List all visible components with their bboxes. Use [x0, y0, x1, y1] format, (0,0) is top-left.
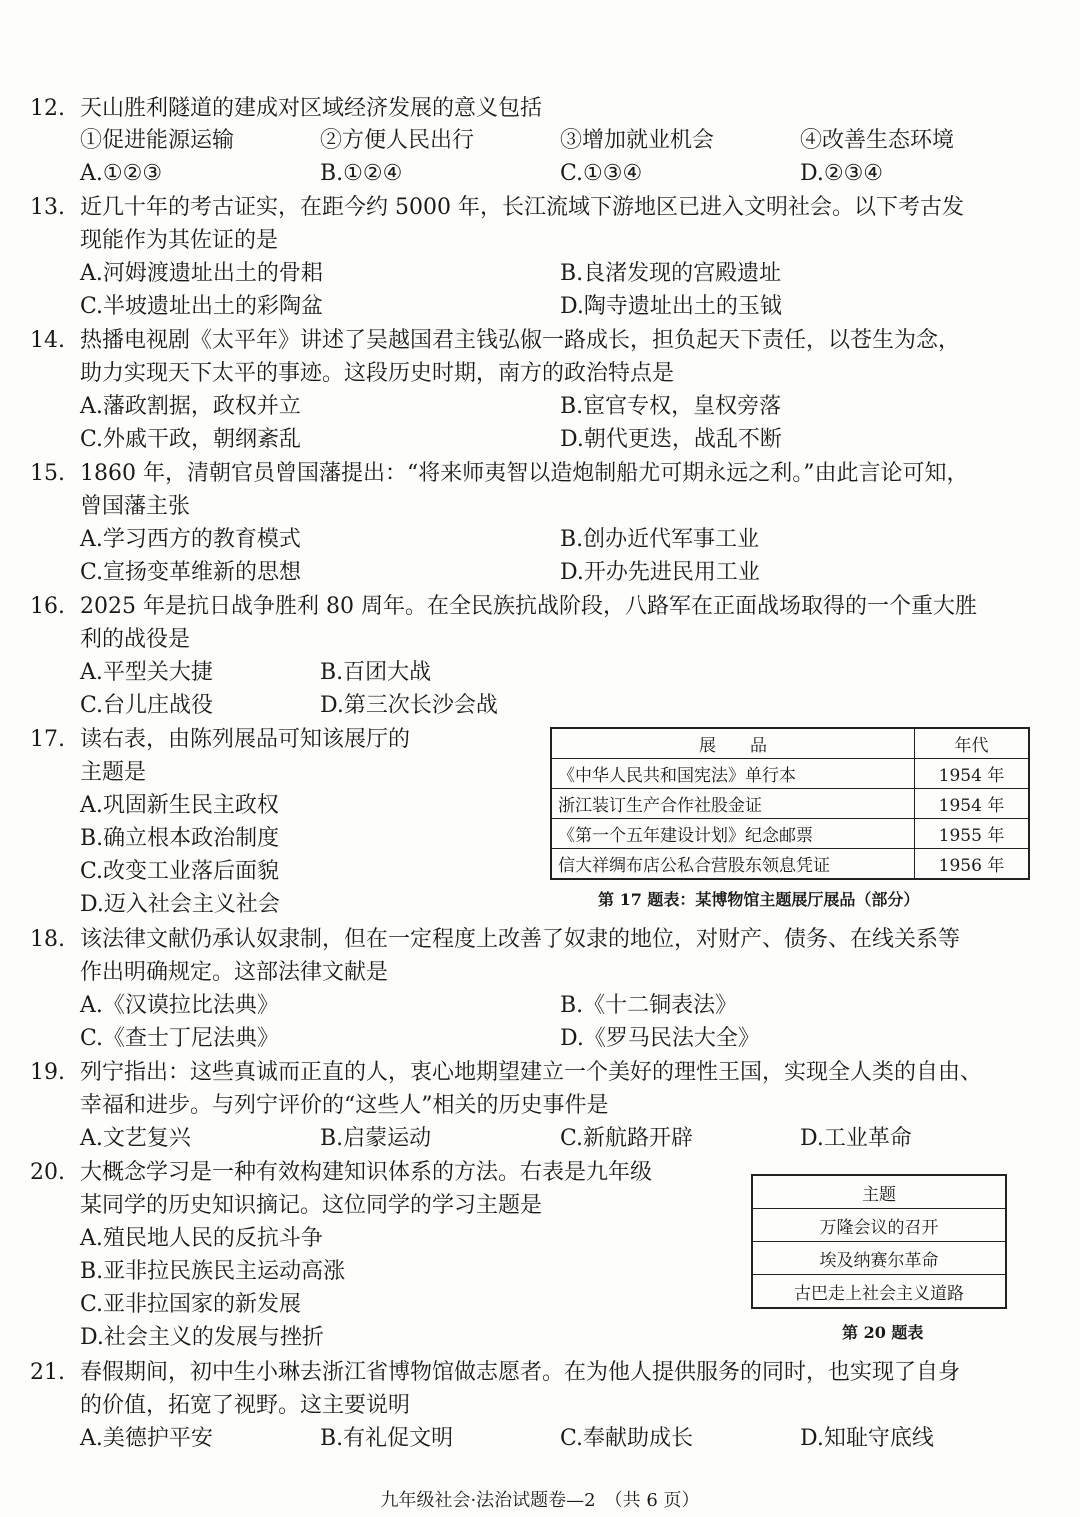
question-stem: 热播电视剧《太平年》讲述了吴越国君主钱弘俶一路成长，担负起天下责任，以苍生为念，	[80, 328, 961, 353]
table-cell: 1955 年	[915, 819, 1030, 849]
option-c: C.外戚干政，朝纲紊乱	[80, 427, 302, 452]
option-a: A.巩固新生民主政权	[80, 793, 279, 818]
option-b: B.宦官专权，皇权旁落	[560, 394, 782, 419]
table-header-row	[752, 1175, 1006, 1209]
option-d: D.②③④	[800, 161, 884, 186]
table-cell: 1954 年	[915, 789, 1030, 819]
question-number: 18.	[30, 927, 65, 952]
table-row	[752, 1209, 1006, 1242]
table-header: 主题	[752, 1175, 1006, 1209]
option-a: A.平型关大捷	[80, 660, 213, 685]
statement-item: ③增加就业机会	[560, 128, 715, 153]
option-c: C.亚非拉国家的新发展	[80, 1292, 302, 1317]
question-stem: 曾国藩主张	[80, 494, 191, 519]
option-c: C.改变工业落后面貌	[80, 859, 280, 884]
question-stem: 列宁指出：这些真诚而正直的人，衷心地期望建立一个美好的理性王国，实现全人类的自由、	[80, 1060, 983, 1085]
table-caption: 第 20 题表	[842, 1323, 924, 1342]
option-a: A.美德护平安	[80, 1426, 213, 1451]
table-caption: 第 17 题表：某博物馆主题展厅展品（部分）	[598, 890, 920, 909]
question-number: 16.	[30, 594, 65, 619]
table-row	[551, 849, 1029, 880]
option-a: A.文艺复兴	[80, 1126, 191, 1151]
option-c: C.《查士丁尼法典》	[80, 1026, 280, 1051]
table-cell: 1954 年	[915, 759, 1030, 789]
option-d: D.知耻守底线	[800, 1426, 934, 1451]
table-cell: 《第一个五年建设计划》纪念邮票	[551, 819, 915, 849]
question-stem: 近几十年的考古证实，在距今约 5000 年，长江流域下游地区已进入文明社会。以下考古发	[80, 195, 964, 220]
table-row	[752, 1242, 1006, 1275]
table-header-row	[551, 728, 1029, 759]
question-stem: 幸福和进步。与列宁评价的“这些人”相关的历史事件是	[80, 1093, 609, 1118]
question-stem: 的价值，拓宽了视野。这主要说明	[80, 1393, 411, 1418]
statement-item: ①促进能源运输	[80, 128, 235, 153]
question-stem: 读右表，由陈列展品可知该展厅的	[80, 727, 411, 752]
table-cell: 古巴走上社会主义道路	[752, 1275, 1006, 1309]
option-a: A.殖民地人民的反抗斗争	[80, 1226, 323, 1251]
option-c: C.半坡遗址出土的彩陶盆	[80, 294, 324, 319]
option-a: A.藩政割据，政权并立	[80, 394, 301, 419]
question-stem: 大概念学习是一种有效构建知识体系的方法。右表是九年级	[80, 1160, 653, 1185]
question-number: 19.	[30, 1060, 65, 1085]
question-number: 20.	[30, 1160, 65, 1185]
table-cell: 信大祥绸布店公私合营股东领息凭证	[551, 849, 915, 880]
table-cell: 浙江装订生产合作社股金证	[551, 789, 915, 819]
statement-item: ②方便人民出行	[320, 128, 475, 153]
table-cell: 埃及纳赛尔革命	[752, 1242, 1006, 1275]
option-a: A.河姆渡遗址出土的骨耜	[80, 261, 323, 286]
option-d: D.社会主义的发展与挫折	[80, 1325, 324, 1350]
page-footer: 九年级社会·法治试题卷—2 （共 6 页）	[380, 1490, 700, 1511]
table-row	[551, 759, 1029, 789]
exhibit-table	[550, 727, 1030, 880]
option-d: D.陶寺遗址出土的玉钺	[560, 294, 782, 319]
question-stem: 作出明确规定。这部法律文献是	[80, 960, 389, 985]
option-d: D.迈入社会主义社会	[80, 892, 280, 917]
table-row	[551, 789, 1029, 819]
option-b: B.有礼促文明	[320, 1426, 454, 1451]
option-b: B.创办近代军事工业	[560, 527, 760, 552]
table-header: 年代	[915, 728, 1030, 759]
question-number: 21.	[30, 1360, 65, 1385]
option-b: B.《十二铜表法》	[560, 993, 738, 1018]
option-d: D.第三次长沙会战	[320, 693, 498, 718]
question-stem: 春假期间，初中生小琳去浙江省博物馆做志愿者。在为他人提供服务的同时，也实现了自身	[80, 1360, 961, 1385]
option-c: C.宣扬变革维新的思想	[80, 560, 302, 585]
option-a: A.学习西方的教育模式	[80, 527, 301, 552]
option-b: B.良渚发现的宫殿遗址	[560, 261, 782, 286]
table-header: 展 品	[551, 728, 915, 759]
table-cell: 万隆会议的召开	[752, 1209, 1006, 1242]
question-stem: 助力实现天下太平的事迹。这段历史时期，南方的政治特点是	[80, 361, 675, 386]
option-b: B.启蒙运动	[320, 1126, 432, 1151]
option-d: D.《罗马民法大全》	[560, 1026, 760, 1051]
option-a: A.《汉谟拉比法典》	[80, 993, 279, 1018]
option-a: A.①②③	[80, 161, 163, 186]
table-cell: 1956 年	[915, 849, 1030, 880]
option-d: D.工业革命	[800, 1126, 912, 1151]
question-number: 15.	[30, 461, 65, 486]
topic-table	[751, 1174, 1007, 1309]
option-b: B.亚非拉民族民主运动高涨	[80, 1259, 346, 1284]
question-number: 17.	[30, 727, 65, 752]
question-stem: 该法律文献仍承认奴隶制，但在一定程度上改善了奴隶的地位，对财产、债务、在线关系等	[80, 927, 961, 952]
question-stem: 某同学的历史知识摘记。这位同学的学习主题是	[80, 1193, 543, 1218]
question-stem: 2025 年是抗日战争胜利 80 周年。在全民族抗战阶段，八路军在正面战场取得的一个重大胜	[80, 594, 977, 619]
question-stem: 天山胜利隧道的建成对区域经济发展的意义包括	[80, 96, 543, 121]
option-c: C.新航路开辟	[560, 1126, 694, 1151]
question-stem: 利的战役是	[80, 627, 191, 652]
statement-item: ④改善生态环境	[800, 128, 955, 153]
question-number: 12.	[30, 96, 65, 121]
option-c: C.台儿庄战役	[80, 693, 214, 718]
option-b: B.确立根本政治制度	[80, 826, 280, 851]
option-c: C.奉献助成长	[560, 1426, 694, 1451]
table-row	[752, 1275, 1006, 1309]
option-d: D.朝代更迭，战乱不断	[560, 427, 782, 452]
question-stem: 现能作为其佐证的是	[80, 228, 279, 253]
question-number: 14.	[30, 328, 65, 353]
table-cell: 《中华人民共和国宪法》单行本	[551, 759, 915, 789]
question-stem: 1860 年，清朝官员曾国藩提出：“将来师夷智以造炮制船尤可期永远之利。”由此言论可知，	[80, 461, 969, 486]
question-number: 13.	[30, 195, 65, 220]
table-row	[551, 819, 1029, 849]
option-b: B.百团大战	[320, 660, 432, 685]
option-d: D.开办先进民用工业	[560, 560, 760, 585]
option-b: B.①②④	[320, 161, 403, 186]
question-stem: 主题是	[80, 760, 147, 785]
option-c: C.①③④	[560, 161, 643, 186]
